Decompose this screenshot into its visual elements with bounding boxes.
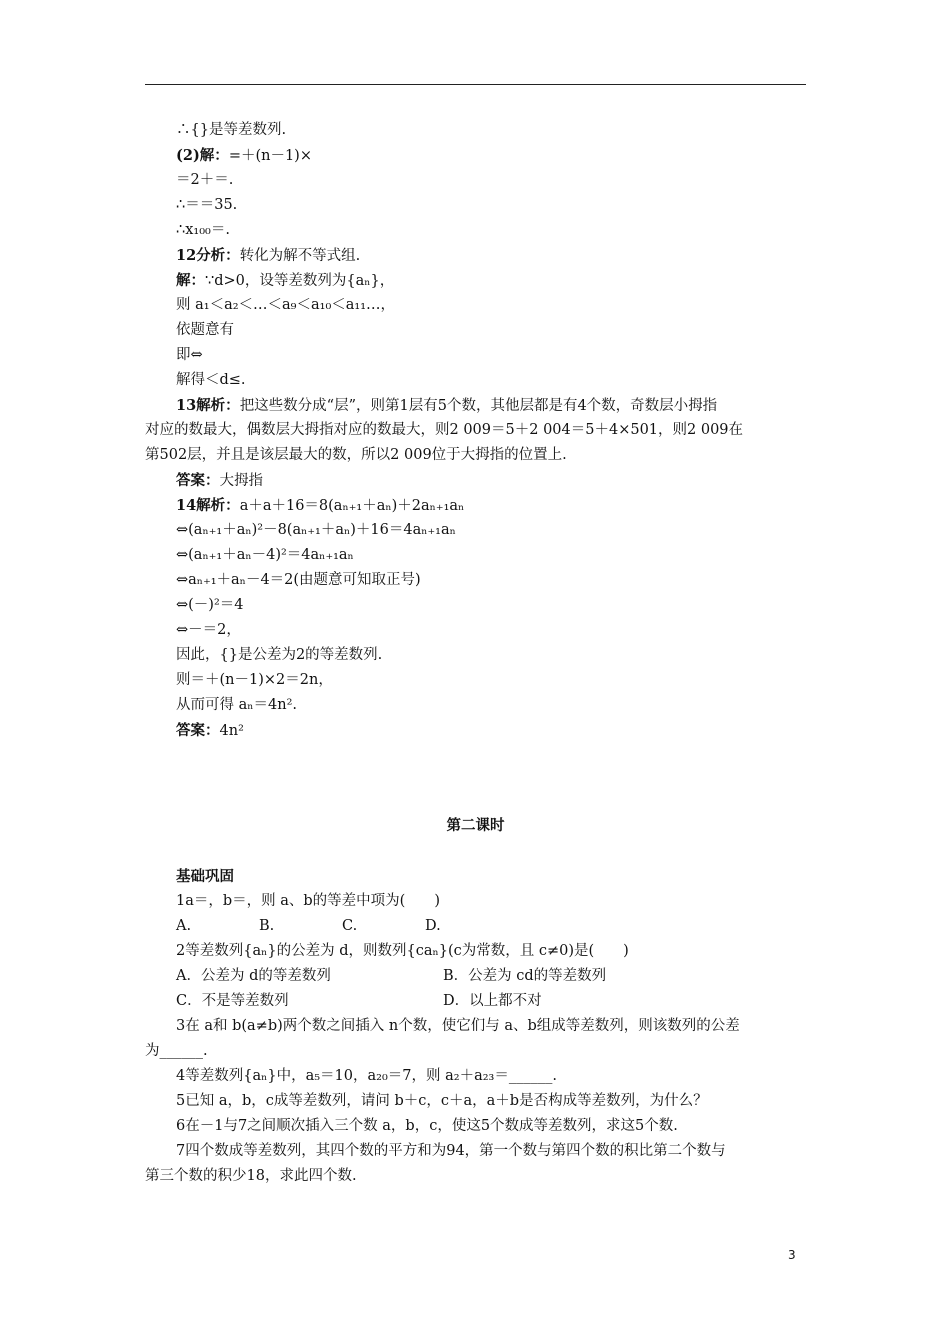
question-7: 7四个数成等差数列，其四个数的平方和为94，第一个数与第四个数的积比第二个数与	[176, 1143, 726, 1159]
text: 4n²	[219, 723, 244, 739]
line-17: ⇔(aₙ₊₁＋aₙ)²－8(aₙ₊₁＋aₙ)＋16＝4aₙ₊₁aₙ	[176, 522, 456, 538]
line-11: 解得＜d≤.	[176, 372, 246, 388]
line-20: ⇔(－)²＝4	[176, 597, 244, 613]
label: 答案：	[176, 722, 220, 739]
line-8: 则 a₁＜a₂＜…＜a₉＜a₁₀＜a₁₁…，	[176, 297, 396, 313]
text: a＋a＋16＝8(aₙ₊₁＋aₙ)＋2aₙ₊₁aₙ	[239, 498, 465, 514]
page-number: 3	[788, 1248, 796, 1262]
option-d: D．以上都不对	[443, 993, 542, 1009]
line-15	[145, 468, 806, 493]
question-2-options-row-1	[145, 964, 806, 989]
label: 解：	[176, 272, 205, 289]
line-4: ∴＝＝35.	[176, 197, 238, 213]
option-b: B．公差为 cd的等差数列	[443, 968, 607, 984]
line-13: 对应的数最大，偶数层大拇指对应的数最大，则2 009＝5＋2 004＝5＋4×501，则2 009在	[145, 422, 744, 438]
label: (2)解：	[176, 147, 229, 164]
option-c: C．不是等差数列	[176, 993, 289, 1009]
line-7	[145, 268, 806, 293]
question-1: 1a＝，b＝，则 a、b的等差中项为( )	[176, 893, 441, 909]
line-16	[145, 493, 806, 518]
page-body	[145, 118, 806, 1189]
label: 13解析：	[176, 397, 240, 414]
line-5: ∴x₁₀₀＝.	[176, 222, 230, 238]
line-9: 依题意有	[176, 322, 234, 338]
text: =＋(n－1)×	[228, 148, 312, 164]
line-21: ⇔－＝2，	[176, 622, 241, 638]
question-4: 4等差数列{aₙ}中，a₅＝10，a₂₀＝7，则 a₂＋a₂₃＝______.	[176, 1068, 557, 1084]
line-18: ⇔(aₙ₊₁＋aₙ－4)²＝4aₙ₊₁aₙ	[176, 547, 354, 563]
option-a: A．公差为 d的等差数列	[176, 968, 331, 984]
line-3: ＝2＋＝.	[176, 172, 234, 188]
option-d: D.	[425, 918, 441, 934]
header-rule	[145, 84, 806, 85]
line-6	[145, 243, 806, 268]
text: ∵d>0，设等差数列为{aₙ}，	[205, 273, 395, 289]
option-c: C.	[342, 918, 358, 934]
label: 12分析：	[176, 247, 240, 264]
line-25	[145, 718, 806, 743]
spacer	[145, 743, 806, 813]
subheading: 基础巩固	[176, 868, 234, 885]
line-2	[145, 143, 806, 168]
section-heading: 第二课时	[446, 817, 505, 834]
line-12	[145, 393, 806, 418]
line-14: 第502层，并且是该层最大的数，所以2 009位于大拇指的位置上.	[145, 447, 567, 463]
option-b: B.	[259, 918, 275, 934]
line-1: ∴{}是等差数列.	[176, 122, 287, 138]
question-7-continued: 第三个数的积少18，求此四个数.	[145, 1168, 357, 1184]
label: 14解析：	[176, 497, 240, 514]
option-a: A.	[176, 918, 192, 934]
line-24: 从而可得 aₙ＝4n².	[176, 697, 298, 713]
question-3-continued: 为______.	[145, 1043, 208, 1059]
question-1-options	[145, 914, 806, 939]
line-19: ⇔aₙ₊₁＋aₙ－4＝2(由题意可知取正号)	[176, 572, 421, 588]
spacer	[145, 838, 806, 864]
question-2-options-row-2	[145, 989, 806, 1014]
text: 把这些数分成“层”，则第1层有5个数，其他层都是有4个数，奇数层小拇指	[239, 398, 718, 414]
text: 大拇指	[219, 473, 263, 489]
question-3: 3在 a和 b(a≠b)两个数之间插入 n个数，使它们与 a、b组成等差数列，则该数列的公差	[176, 1018, 740, 1034]
text: 转化为解不等式组.	[239, 248, 361, 264]
question-2: 2等差数列{aₙ}的公差为 d，则数列{caₙ}(c为常数，且 c≠0)是( )	[176, 943, 629, 959]
line-23: 则＝＋(n－1)×2＝2n，	[176, 672, 333, 688]
label: 答案：	[176, 472, 220, 489]
question-6: 6在－1与7之间顺次插入三个数 a，b，c，使这5个数成等差数列，求这5个数.	[176, 1118, 678, 1134]
question-5: 5已知 a，b，c成等差数列，请问 b＋c，c＋a，a＋b是否构成等差数列，为什么？	[176, 1093, 708, 1109]
line-22: 因此，{}是公差为2的等差数列.	[176, 647, 383, 663]
line-10: 即⇔	[176, 347, 203, 363]
